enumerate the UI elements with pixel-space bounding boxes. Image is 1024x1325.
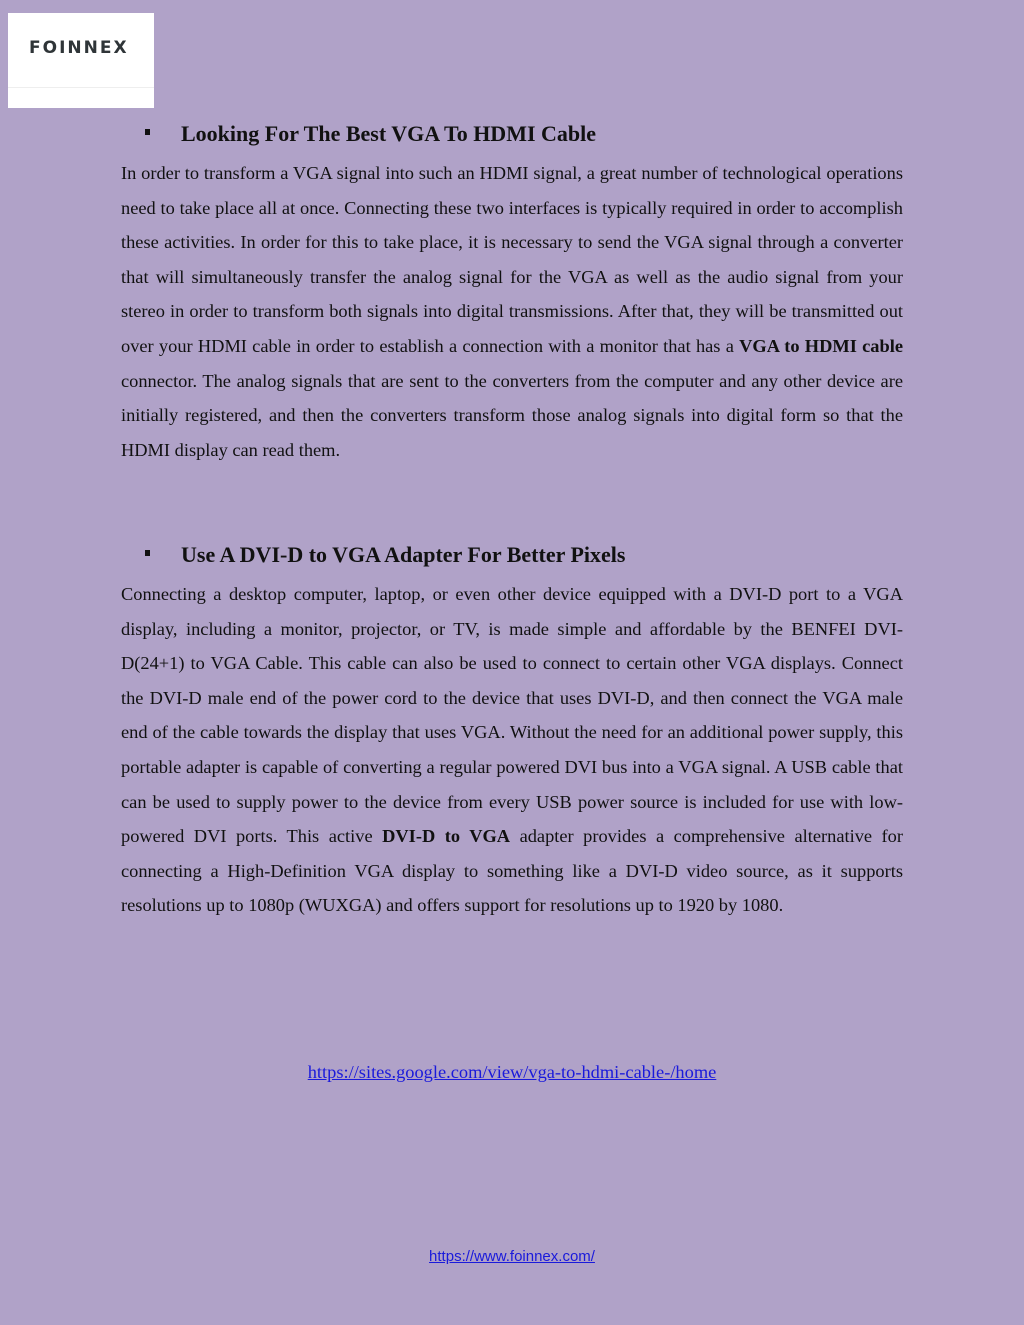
footer-website-link[interactable]: https://www.foinnex.com/ [429, 1248, 595, 1265]
logo-box [8, 13, 154, 108]
foinnex-logo: FOINNEX [29, 38, 129, 58]
paragraph-text: In order to transform a VGA signal into such an HDMI signal, a great number of technological operations need to take place all at once. Connecting these two interfaces is typically required in order to accomplish these activities. In order for this to take place, it is necessary to send the VGA signal through a converter that will simultaneously transfer the analog signal for the VGA as well as the audio signal from your stereo in order to transform both signals into digital transmissions. After that, they will be transmitted out over your HDMI cable in order to establish a connection with a monitor that has a [121, 163, 903, 356]
section-heading [121, 541, 903, 577]
paragraph-text: adapter provides a comprehensive alternative for connecting a High-Definition VGA display to something like a DVI-D video source, as it supports resolutions up to 1080p (WUXGA) and offers support for resolutions up to 1920 by 1080. [121, 826, 903, 916]
bullet-icon [145, 550, 150, 556]
section-heading-text: Use A DVI-D to VGA Adapter For Better Pixels [181, 542, 626, 567]
section-heading [121, 120, 903, 156]
section-paragraph [121, 156, 903, 467]
paragraph-text: Connecting a desktop computer, laptop, or even other device equipped with a DVI-D port to a VGA display, including a monitor, projector, or TV, is made simple and affordable by the BENFEI DVI-D(24+1) to VGA Cable. This cable can also be used to connect to certain other VGA displays. Connect the DVI-D male end of the power cord to the device that uses DVI-D, and then connect the VGA male end of the cable towards the display that uses VGA. Without the need for an additional power supply, this portable adapter is capable of converting a regular powered DVI bus into a VGA signal. A USB cable that can be used to supply power to the device from every USB power source is included for use with low-powered DVI ports. This active [121, 584, 903, 847]
bullet-icon [145, 129, 150, 135]
section-heading-text: Looking For The Best VGA To HDMI Cable [181, 121, 597, 146]
paragraph-bold-keyword: VGA to HDMI cable [739, 335, 903, 356]
logo-divider [8, 87, 154, 88]
google-sites-link[interactable]: https://sites.google.com/view/vga-to-hdmi-cable-/home [307, 1062, 717, 1082]
section-dvi-to-vga [121, 541, 903, 923]
paragraph-text: connector. The analog signals that are sent to the converters from the computer and any other device are initially registered, and then the converters transform those analog signals into digital form so that the HDMI display can read them. [121, 370, 903, 460]
section-paragraph [121, 577, 903, 923]
paragraph-bold-keyword: DVI-D to VGA [382, 826, 511, 847]
section-vga-to-hdmi [121, 120, 903, 467]
